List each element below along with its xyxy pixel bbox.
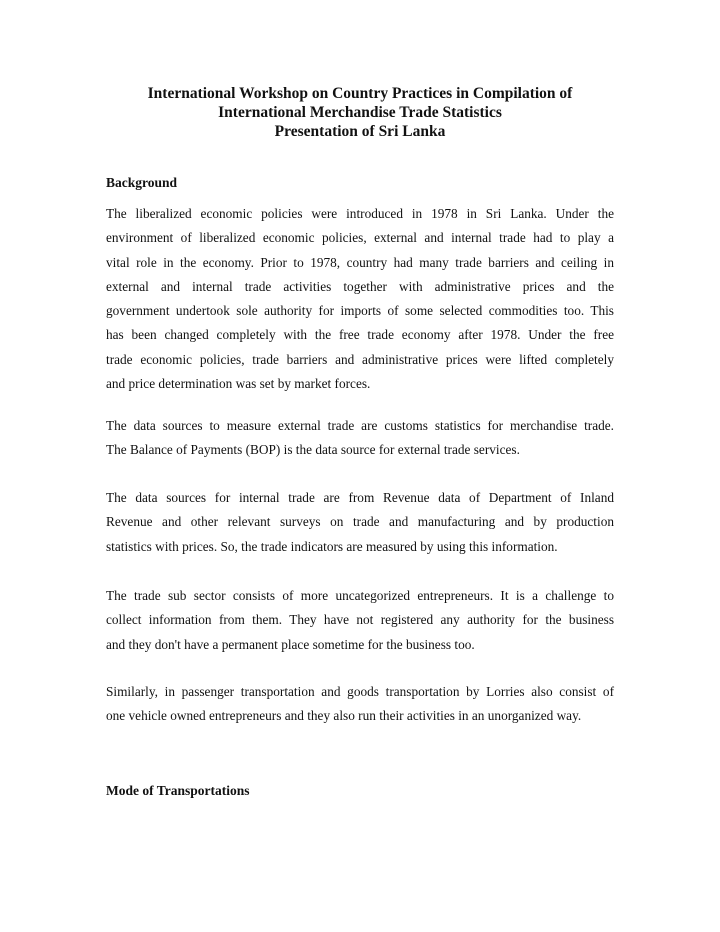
paragraph-line: The data sources for internal trade are from Revenue data of Department of Inland: [106, 490, 614, 505]
paragraph-line: statistics with prices. So, the trade indicators are measured by using this information.: [106, 538, 558, 554]
paragraph-line: and price determination was set by market forces.: [106, 376, 371, 392]
paragraph-line: vital role in the economy. Prior to 1978, country had many trade barriers and ceiling in: [106, 254, 614, 270]
paragraph-external-trade-sources: [106, 414, 614, 463]
paragraph-line: Revenue and other relevant surveys on trade and manufacturing and by production: [106, 514, 614, 530]
paragraph-trade-sub-sector: [106, 584, 614, 657]
title-line-3: Presentation of Sri Lanka: [274, 123, 446, 140]
paragraph-internal-trade-sources: [106, 486, 614, 559]
paragraph-transportation: [106, 680, 614, 729]
mode-of-transportations-heading: Mode of Transportations: [106, 783, 250, 798]
paragraph-line: The liberalized economic policies were introduced in 1978 in Sri Lanka. Under the: [106, 206, 614, 221]
paragraph-line: collect information from them. They have not registered any authority for the business: [106, 612, 614, 628]
paragraph-line: environment of liberalized economic policies, external and internal trade had to play a: [106, 230, 614, 246]
paragraph-line: and they don't have a permanent place sometime for the business too.: [106, 636, 475, 652]
paragraph-liberalized-policies: [106, 202, 614, 396]
paragraph-line: one vehicle owned entrepreneurs and they also run their activities in an unorganized way.: [106, 708, 582, 724]
paragraph-line: government undertook sole authority for imports of some selected commodities too. This: [106, 303, 614, 319]
title-line-2: International Merchandise Trade Statistics: [218, 104, 502, 121]
document-title: [106, 84, 614, 141]
paragraph-line: The Balance of Payments (BOP) is the data source for external trade services.: [106, 442, 520, 458]
paragraph-line: Similarly, in passenger transportation and goods transportation by Lorries also consist of: [106, 684, 614, 699]
paragraph-line: The data sources to measure external trade are customs statistics for merchandise trade.: [106, 418, 614, 433]
paragraph-line: The trade sub sector consists of more uncategorized entrepreneurs. It is a challenge to: [106, 588, 614, 603]
paragraph-line: trade economic policies, trade barriers and administrative prices were lifted completely: [106, 351, 614, 367]
title-line-1: International Workshop on Country Practices in Compilation of: [147, 85, 573, 102]
paragraph-line: external and internal trade activities together with administrative prices and the: [106, 278, 614, 294]
background-heading: Background: [106, 175, 178, 190]
paragraph-line: has been changed completely with the free trade economy after 1978. Under the free: [106, 327, 614, 343]
